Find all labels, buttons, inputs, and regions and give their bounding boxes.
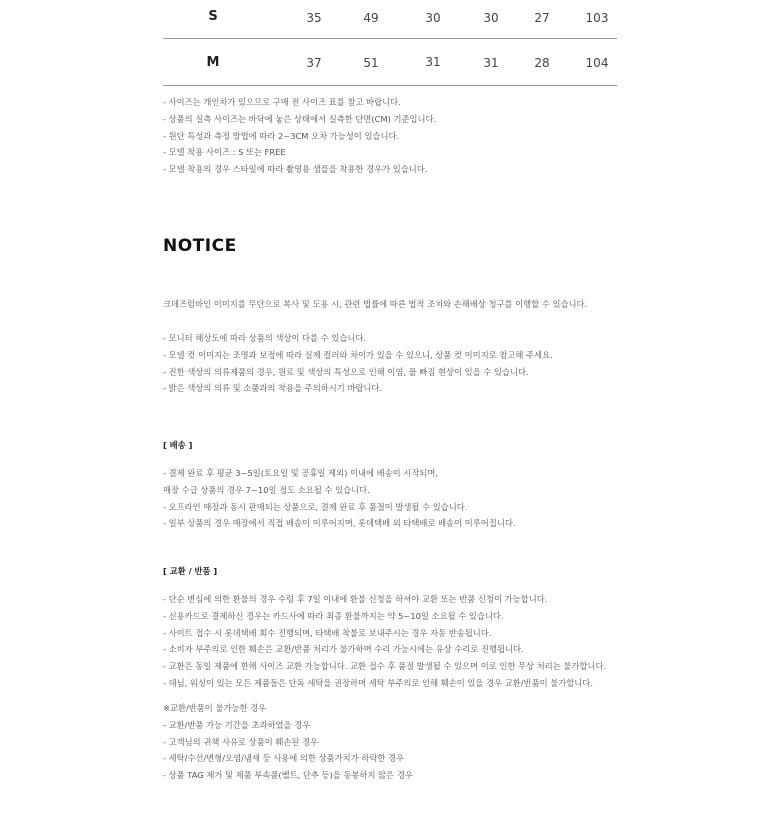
size-label: S bbox=[208, 9, 218, 24]
size-value: 51 bbox=[363, 56, 379, 70]
size-value: 103 bbox=[585, 11, 609, 25]
size-value: 27 bbox=[534, 11, 550, 25]
size-value: 31 bbox=[425, 55, 441, 69]
size-value: 35 bbox=[306, 11, 322, 25]
size-note: - 원단 특성과 측정 방법에 따라 2~3CM 오차 가능성이 있습니다. bbox=[163, 130, 400, 141]
notice-lines bbox=[163, 330, 553, 397]
size-value: 49 bbox=[363, 11, 379, 25]
exchange-line: - 사이트 접수 시 롯데택배 회수 진행되며, 타택배 착불로 보내주시는 경우 자동 반송됩니다. bbox=[163, 627, 492, 638]
size-row-m bbox=[163, 39, 617, 85]
shipping-line: - 일부 상품의 경우 매장에서 직접 배송이 이루어지며, 롯데택배 외 타택배로 배송이 이루어집니다. bbox=[163, 518, 516, 529]
size-note: - 사이즈는 개인차가 있으므로 구매 전 사이즈 표를 참고 바랍니다. bbox=[163, 97, 401, 107]
copyright-text: 크데즈럼바인 이미지를 무단으로 복사 및 도용 시, 관련 법률에 따른 법적 조치와 손해배상 청구를 이행할 수 있습니다. bbox=[163, 299, 588, 309]
shipping-line: - 오프라인 매장과 동시 판매되는 상품으로, 결제 완료 후 품절이 발생될 수 있습니다. bbox=[163, 501, 468, 512]
notice-title: NOTICE bbox=[163, 236, 237, 256]
notice-line: - 진한 색상의 의류제품의 경우, 원료 및 색상의 특성으로 인해 이염, 물 빠짐 현상이 있을 수 있습니다. bbox=[163, 366, 529, 377]
size-note: - 모델 착용의 경우 스타일에 따라 촬영용 샘플을 착용한 경우가 있습니다. bbox=[163, 164, 428, 175]
not-allowed-item: - 고객님의 귀책 사유로 상품이 훼손된 경우 bbox=[163, 736, 319, 747]
exchange-line: - 단순 변심에 의한 환불의 경우 수령 후 7일 이내에 환불 신청을 하셔야 교환 또는 반품 신청이 가능합니다. bbox=[163, 594, 548, 604]
size-row-s bbox=[163, 0, 617, 39]
notice-line: - 모델 컷 이미지는 조명과 보정에 따라 실제 컬러와 차이가 있을 수 있으니, 상품 컷 이미지로 참고해 주세요. bbox=[163, 349, 553, 360]
not-allowed-item: - 세탁/수선/변형/오염/냄새 등 사용에 의한 상품가치가 하락한 경우 bbox=[163, 753, 405, 764]
size-note: - 상품의 실측 사이즈는 바닥에 놓은 상태에서 실측한 단면(CM) 기준입니다. bbox=[163, 113, 437, 124]
shipping-title: [ 배송 ] bbox=[163, 440, 193, 450]
not-allowed-item: - 교환/반품 가능 기간을 초과하였을 경우 bbox=[163, 719, 311, 730]
exchange-line: - 교환은 동일 제품에 한해 사이즈 교환 가능합니다. 교환 접수 후 품절 발생될 수 있으며 이로 인한 무상 처리는 불가합니다. bbox=[163, 661, 607, 672]
size-value: 30 bbox=[425, 11, 441, 25]
size-value: 30 bbox=[483, 11, 499, 25]
size-value: 28 bbox=[534, 56, 550, 70]
exchange-line: - 소비자 부주의로 인한 훼손은 교환/반품 처리가 불가하며 수리 가능시에는 유상 수리로 진행됩니다. bbox=[163, 644, 524, 655]
size-note: - 모델 착용 사이즈 : S 또는 FREE bbox=[163, 147, 286, 158]
exchange-line: - 데님, 워싱이 있는 모든 제품들은 단독 세탁을 권장하며 세탁 부주의로 인해 훼손이 있을 경우 교환/반품이 불가합니다. bbox=[163, 677, 593, 688]
not-allowed-item: - 상품 TAG 제거 및 제품 부속품(벨트, 단추 등)을 동봉하지 않은 경우 bbox=[163, 770, 413, 781]
shipping-line: - 결제 완료 후 평균 3~5일(토요일 및 공휴일 제외) 이내에 배송이 시작되며, bbox=[163, 468, 439, 478]
exchange-line: - 신용카드로 결제하신 경우는 카드사에 따라 최종 환불까지는 약 5~10일 소요될 수 있습니다. bbox=[163, 610, 504, 621]
not-allowed-list bbox=[163, 700, 413, 784]
size-notes bbox=[163, 94, 436, 178]
notice-line: - 모니터 해상도에 따라 상품의 색상이 다를 수 있습니다. bbox=[163, 333, 367, 343]
notice-copyright bbox=[163, 296, 587, 313]
shipping-line: 매장 수급 상품의 경우 7~10일 정도 소요될 수 있습니다. bbox=[163, 484, 370, 495]
table-bottom-border bbox=[163, 85, 617, 86]
size-label: M bbox=[206, 55, 220, 70]
notice-line: - 밝은 색상의 의류 및 소품과의 착용을 주의하시기 바랍니다. bbox=[163, 383, 383, 394]
size-value: 104 bbox=[585, 56, 609, 70]
exchange-title: [ 교환 / 반품 ] bbox=[163, 566, 218, 576]
size-value: 37 bbox=[306, 56, 322, 70]
shipping-lines bbox=[163, 465, 516, 532]
size-value: 31 bbox=[483, 56, 499, 70]
exchange-lines bbox=[163, 591, 606, 692]
not-allowed-title: ※교환/반품이 불가능한 경우 bbox=[163, 703, 267, 713]
